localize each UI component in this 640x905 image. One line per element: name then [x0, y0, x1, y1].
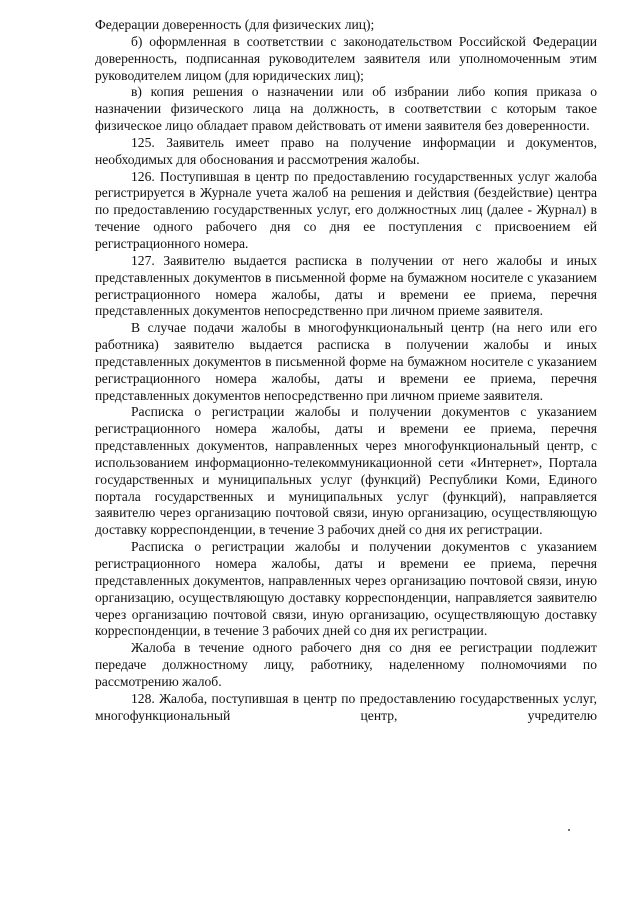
paragraph: 127. Заявителю выдается расписка в получении от него жалобы и иных представленных документов в письменной форме на бумажном носителе с указанием регистрационного номера жалобы, даты и времени ее приема, перечня представленных документов непосредственно при личном приеме заявителя. — [95, 252, 597, 319]
paragraph: б) оформленная в соответствии с законодательством Российской Федерации доверенность, подписанная руководителем заявителя или уполномоченным этим руководителем лицом (для юридических лиц); — [95, 33, 597, 83]
paragraph: 128. Жалоба, поступившая в центр по предоставлению государственных услуг, многофункциональный центр, учредителю — [95, 690, 597, 723]
paragraph: В случае подачи жалобы в многофункциональный центр (на него или его работника) заявителю выдается расписка в получении жалобы и иных представленных документов в письменной форме на бумажном носителе с указанием регистрационного номера жалобы, даты и времени ее приема, перечня представленных документов непосредственно при личном приеме заявителя. — [95, 320, 597, 403]
paragraph: Расписка о регистрации жалобы и получении документов с указанием регистрационного номера жалобы, даты и времени ее приема, перечня представленных документов, направленных через организацию почтовой связи, иную организацию, осуществляющую доставку корреспонденции, направляется заявителю через организацию почтовой связи, иную организацию, осуществляющую доставку корреспонденции, в течение 3 рабочих дней со дня их регистрации. — [95, 539, 597, 639]
document-body — [95, 17, 597, 724]
paragraph: в) копия решения о назначении или об избрании либо копия приказа о назначении физического лица на должность, в соответствии с которым такое физическое лицо обладает правом действовать от имени заявителя без доверенности. — [95, 84, 597, 134]
paragraph: 126. Поступившая в центр по предоставлению государственных услуг жалоба регистрируется в Журнале учета жалоб на решения и действия (бездействие) центра по предоставлению государственных услуг, его должностных лиц (далее - Журнал) в течение одного рабочего дня со дня ее поступления с присвоением ей регистрационного номера. — [95, 168, 597, 251]
paragraph: Жалоба в течение одного рабочего дня со дня ее регистрации подлежит передаче должностному лицу, работнику, наделенному полномочиями по рассмотрению жалоб. — [95, 640, 597, 689]
paragraph: 125. Заявитель имеет право на получение информации и документов, необходимых для обоснования и рассмотрения жалобы. — [95, 134, 597, 167]
paragraph: Федерации доверенность (для физических лиц); — [95, 17, 375, 32]
scan-speck — [568, 829, 570, 831]
paragraph: Расписка о регистрации жалобы и получении документов с указанием регистрационного номера жалобы, даты и времени ее приема, перечня представленных документов, направленных через многофункциональный центр, с использованием информационно-телекоммуникационной сети «Интернет», Портала государственных и муниципальных услуг (функций) Республики Коми, Единого портала государственных и муниципальных услуг (функций), направляется заявителю через организацию почтовой связи, иную организацию, осуществляющую доставку корреспонденции, в течение 3 рабочих дней со дня их регистрации. — [95, 404, 597, 538]
